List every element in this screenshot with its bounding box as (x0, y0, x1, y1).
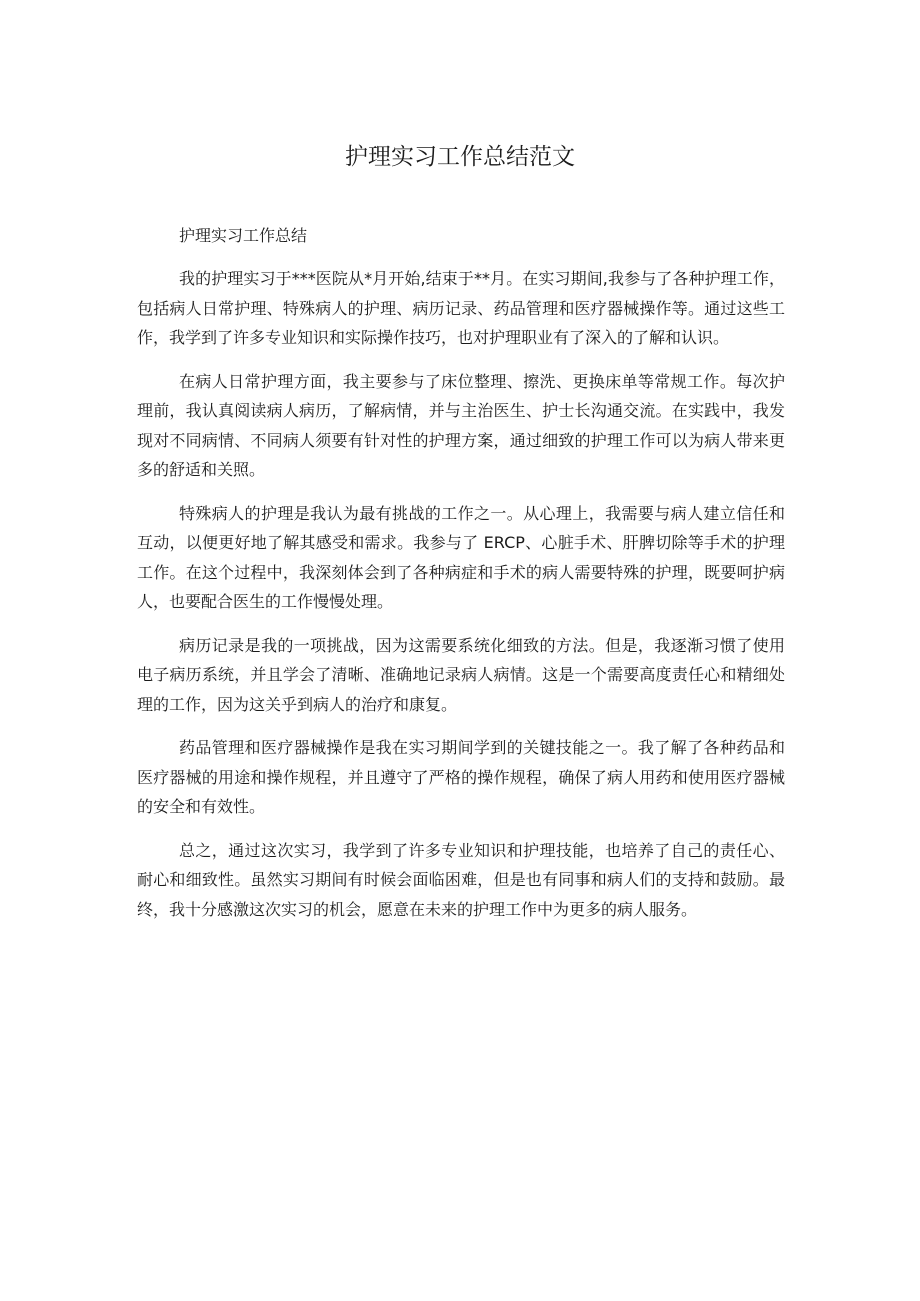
document-subtitle: 护理实习工作总结 (179, 226, 308, 245)
paragraph-conclusion: 总之，通过这次实习，我学到了许多专业知识和护理技能，也培养了自己的责任心、耐心和细致性。虽然实习期间有时候会面临困难，但是也有同事和病人们的支持和鼓励。最终，我十分感激这次实习的机会，愿意在未来的护理工作中为更多的病人服务。 (137, 840, 785, 919)
paragraph-special-patients: 特殊病人的护理是我认为最有挑战的工作之一。从心理上，我需要与病人建立信任和互动，以便更好地了解其感受和需求。我参与了 ERCP、心脏手术、肝脾切除等手术的护理工作。在这个过程中，我深刻体会到了各种病症和手术的病人需要特殊的护理，既要呵护病人，也要配合医生的工作慢慢处理。 (137, 503, 785, 611)
paragraph-intro: 我的护理实习于***医院从*月开始,结束于**月。在实习期间,我参与了各种护理工作，包括病人日常护理、特殊病人的护理、病历记录、药品管理和医疗器械操作等。通过这些工作，我学到了许多专业知识和实际操作技巧，也对护理职业有了深入的了解和认识。 (137, 269, 785, 347)
document-title: 护理实习工作总结范文 (345, 144, 575, 170)
document-body (137, 221, 785, 938)
paragraph-medical-records: 病历记录是我的一项挑战，因为这需要系统化细致的方法。但是，我逐渐习惯了使用电子病历系统，并且学会了清晰、准确地记录病人病情。这是一个需要高度责任心和精细处理的工作，因为这关乎到病人的治疗和康复。 (137, 635, 785, 714)
paragraph-drug-management: 药品管理和医疗器械操作是我在实习期间学到的关键技能之一。我了解了各种药品和医疗器械的用途和操作规程，并且遵守了严格的操作规程，确保了病人用药和使用医疗器械的安全和有效性。 (137, 738, 785, 816)
paragraph-daily-care: 在病人日常护理方面，我主要参与了床位整理、擦洗、更换床单等常规工作。每次护理前，我认真阅读病人病历，了解病情，并与主治医生、护士长沟通交流。在实践中，我发现对不同病情、不同病人须要有针对性的护理方案，通过细致的护理工作可以为病人带来更多的舒适和关照。 (137, 371, 785, 479)
